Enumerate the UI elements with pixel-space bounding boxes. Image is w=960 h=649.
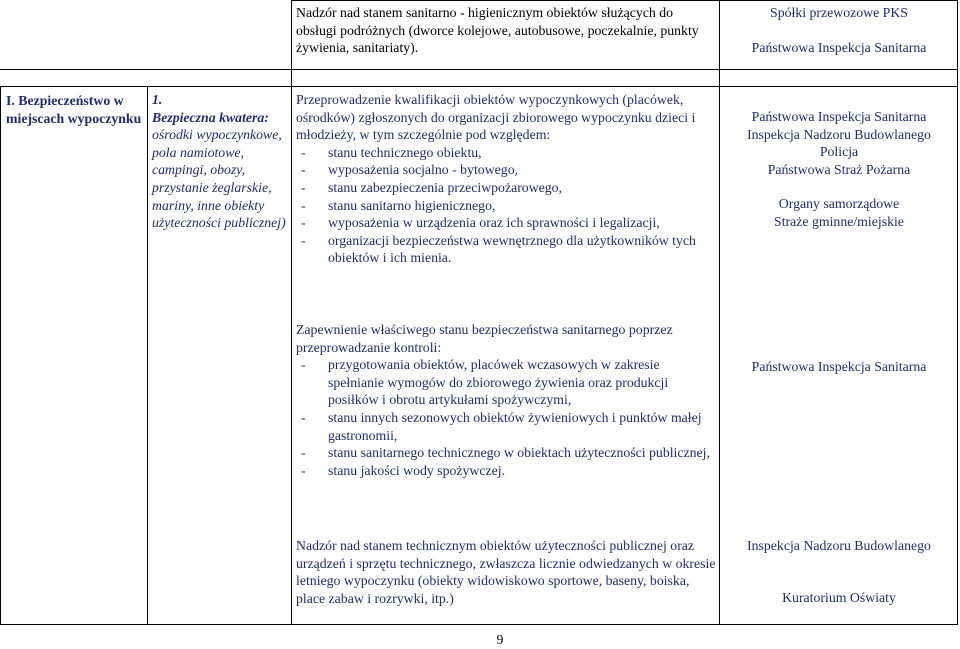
list-item: - wyposażenia socjalno - bytowego, [296,161,708,179]
responsible-item: Państwowa Inspekcja Sanitarna [751,39,927,55]
list-item: - przygotowania obiektów, placówek wczasowych w zakresie spełnianie wymogów do zbiorowego żywienia oraz produkcji posiłków i obrotu artykułami spożywczymi, [296,356,716,409]
table-line [291,0,958,1]
list-item: - stanu technicznego obiektu, [296,144,708,162]
activity-list [296,356,716,479]
responsible-item: Organy samorządowe [778,196,900,212]
section-title: I. Bezpieczeństwo w miejscach wypoczynku [6,93,142,126]
table-line [0,69,958,70]
activity-intro: Przeprowadzenie kwalifikacji obiektów wypoczynkowych (placówek, ośrodków) zgłoszonych do organizacji zbiorowego wypoczynku dzieci i młodzieży, w tym szczególnie pod względem: [296,92,696,143]
responsible-item: Inspekcja Nadzoru Budowlanego [747,538,931,553]
activity-block [296,321,716,479]
table-line [147,86,148,625]
responsible-list [724,4,954,56]
item-description: ośrodki wypoczynkowe, pola namiotowe, campingi, obozy, przystanie żeglarskie, mariny, inne obiekty użyteczności publicznej) [152,127,286,231]
table-line [719,0,720,625]
section-item [152,91,290,232]
list-item: - stanu sanitarno higienicznego, [296,197,708,215]
activity-text: Nadzór nad stanem sanitarno - higienicznym obiektów służących do obsługi podróżnych (dworce kolejowe, autobusowe, poczekalnie, punkty żywienia, sanitariaty). [296,5,699,56]
responsible-item: Straże gminne/miejskie [774,213,904,229]
list-item: - wyposażenia w urządzenia oraz ich sprawności i legalizacji, [296,214,708,232]
list-item: - stanu sanitarnego technicznego w obiektach użyteczności publicznej, [296,444,716,462]
responsible-item: Spółki przewozowe PKS [770,5,908,20]
responsible-item: Kuratorium Oświaty [782,590,896,605]
page-number: 9 [496,632,504,647]
activity-list [296,144,708,267]
list-item: - stanu zabezpieczenia przeciwpożarowego, [296,179,708,197]
list-item: - stanu innych sezonowych obiektów żywieniowych i punktów małej gastronomii, [296,409,716,444]
responsible-item: Państwowa Straż Pożarna [767,161,911,177]
activity-intro: Zapewnienie właściwego stanu bezpieczeństwa sanitarnego poprzez przeprowadzanie kontroli: [296,322,673,355]
activity-text: Nadzór nad stanem technicznym obiektów użyteczności publicznej oraz urządzeń i sprzętu technicznego, zwłaszcza licznie odwiedzanych w okresie letniego wypoczynku (obiekty widowiskowo sportowe, baseny, boiska, place zabaw i rozrywki, itp.) [296,538,716,606]
responsible-item: Inspekcja Nadzoru Budowlanego [747,126,931,142]
table-line [0,86,958,87]
responsible-item: Państwowa Inspekcja Sanitarna [751,359,927,374]
responsible-item: Policja [819,144,859,160]
item-number: 1. [152,92,163,107]
item-title: Bezpieczna kwatera: [152,109,269,125]
table-line [291,0,292,625]
table-line [957,0,958,625]
list-item: - stanu jakości wody spożywczej. [296,462,716,480]
activity-block [296,91,708,267]
responsible-list [724,108,954,231]
table-line [0,624,958,625]
responsible-item: Państwowa Inspekcja Sanitarna [751,109,927,124]
table-line [0,86,1,625]
list-item: - organizacji bezpieczeństwa wewnętrznego dla użytkowników tych obiektów i ich mienia. [296,232,708,267]
